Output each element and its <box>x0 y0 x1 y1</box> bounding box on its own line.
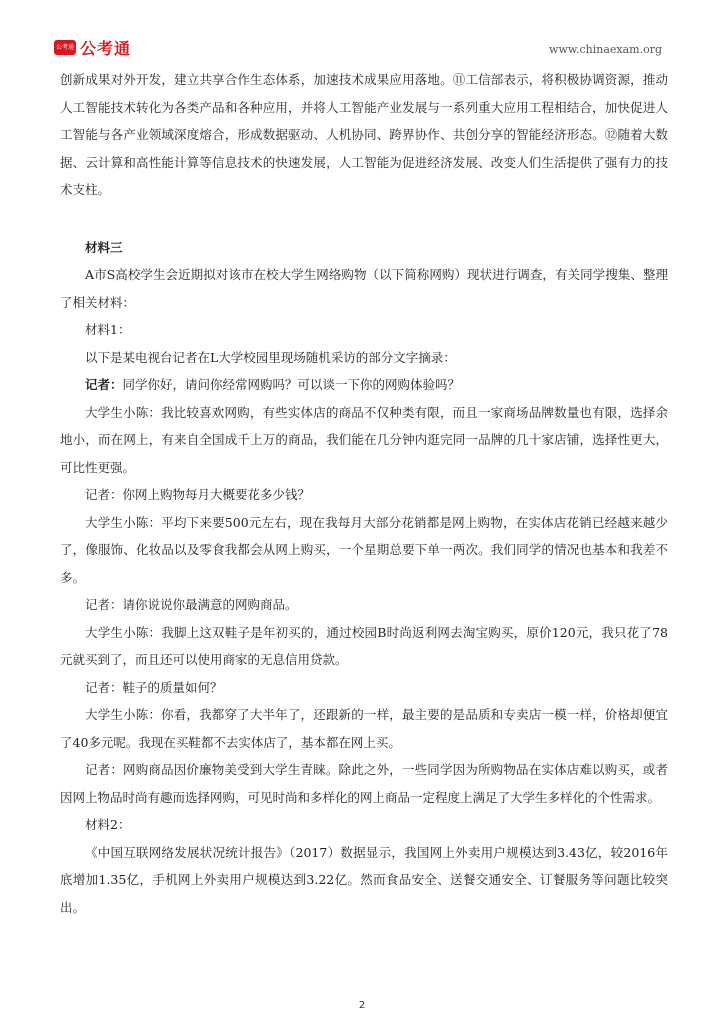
interview-dialogue <box>60 371 668 811</box>
speaker: 记者： <box>85 679 123 695</box>
speech: 请你说说你最满意的网购商品。 <box>122 597 298 612</box>
logo-badge: 公考通 <box>54 40 76 55</box>
material1-label: 材料1： <box>85 322 131 337</box>
dialogue-line <box>60 481 668 509</box>
speaker: 大学生小陈： <box>85 624 162 640</box>
dialogue-line <box>60 371 668 399</box>
document-body <box>60 66 668 921</box>
speech: 平均下来要500元左右，现在我每月大部分花销都是网上购物，在实体店花销已经越来越少了，像服饰、化妆品以及零食我都会从网上购买，一个星期总要下单一两次。我们同学的情况也基本和我差不多。 <box>60 514 668 585</box>
speech: 你看，我都穿了大半年了，还跟新的一样，最主要的是品质和专卖店一模一样，价格却便宜了40多元呢。我现在买鞋都不去实体店了，基本都在网上买。 <box>60 707 668 750</box>
material1-intro: 以下是某电视台记者在L大学校园里现场随机采访的部分文字摘录： <box>85 349 456 365</box>
speech: 你网上购物每月大概要花多少钱？ <box>122 487 311 502</box>
speaker: 记者： <box>85 487 123 502</box>
speaker: 大学生小陈： <box>85 404 162 420</box>
dialogue-line <box>60 619 668 674</box>
dialogue-line <box>60 756 668 811</box>
speaker: 大学生小陈： <box>85 707 162 722</box>
speech: 鞋子的质量如何？ <box>122 679 223 695</box>
material2-label: 材料2： <box>85 817 131 832</box>
intro-paragraph: 创新成果对外开发，建立共享合作生态体系，加速技术成果应用落地。⑪工信部表示，将积极协调资源，推动人工智能技术转化为各类产品和各种应用，并将人工智能产业发展与一系列重大应用工程相结合，加快促进人工智能与各产业领域深度熔合，形成数据驱动、人机协同、跨界协作、共创分享的智能经济形态。⑫随着大数据、云计算和高性能计算等信息技术的快速发展，人工智能为促进经济发展、改变人们生活提供了强有力的技术支柱。 <box>60 72 668 197</box>
speaker: 记者： <box>85 377 123 392</box>
page-number: 2 <box>358 1000 366 1011</box>
speech: 网购商品因价廉物美受到大学生青睐。除此之外，一些同学因为所购物品在实体店难以购买，或者因网上物品时尚有趣而选择网购，可见时尚和多样化的网上商品一定程度上满足了大学生多样化的个性需求。 <box>60 762 668 805</box>
dialogue-line <box>60 399 668 482</box>
speech: 我脚上这双鞋子是年初买的，通过校园B时尚返利网去淘宝购买，原价120元，我只花了78元就买到了，而且还可以使用商家的无息信用贷款。 <box>60 624 668 667</box>
section-intro: A市S高校学生会近期拟对该市在校大学生网络购物（以下简称网购）现状进行调查，有关同学搜集、整理了相关材料： <box>60 267 668 310</box>
dialogue-line <box>60 701 668 756</box>
speech: 同学你好，请问你经常网购吗？可以谈一下你的网购体验吗？ <box>122 377 461 392</box>
logo-text: 公考通 <box>80 39 132 58</box>
site-url: www.chinaexam.org <box>549 43 662 56</box>
section-heading: 材料三 <box>85 239 123 255</box>
brand-logo <box>54 36 131 59</box>
speaker: 记者： <box>85 762 124 777</box>
speaker: 大学生小陈： <box>85 514 162 530</box>
speaker: 记者： <box>85 597 123 612</box>
dialogue-line <box>60 591 668 619</box>
dialogue-line <box>60 509 668 592</box>
material2-text: 《中国互联网络发展状况统计报告》（2017）数据显示，我国网上外卖用户规模达到3.43亿，较2016年底增加1.35亿，手机网上外卖用户规模达到3.22亿。然而食品安全、送餐交通安全、订餐服务等问题比较突出。 <box>60 844 668 915</box>
speech: 我比较喜欢网购，有些实体店的商品不仅种类有限，而且一家商场品牌数量也有限，选择余地小，而在网上，有来自全国成千上万的商品，我们能在几分钟内逛完同一品牌的几十家店铺，选择性更大，可比性更强。 <box>60 404 668 475</box>
dialogue-line <box>60 674 668 702</box>
